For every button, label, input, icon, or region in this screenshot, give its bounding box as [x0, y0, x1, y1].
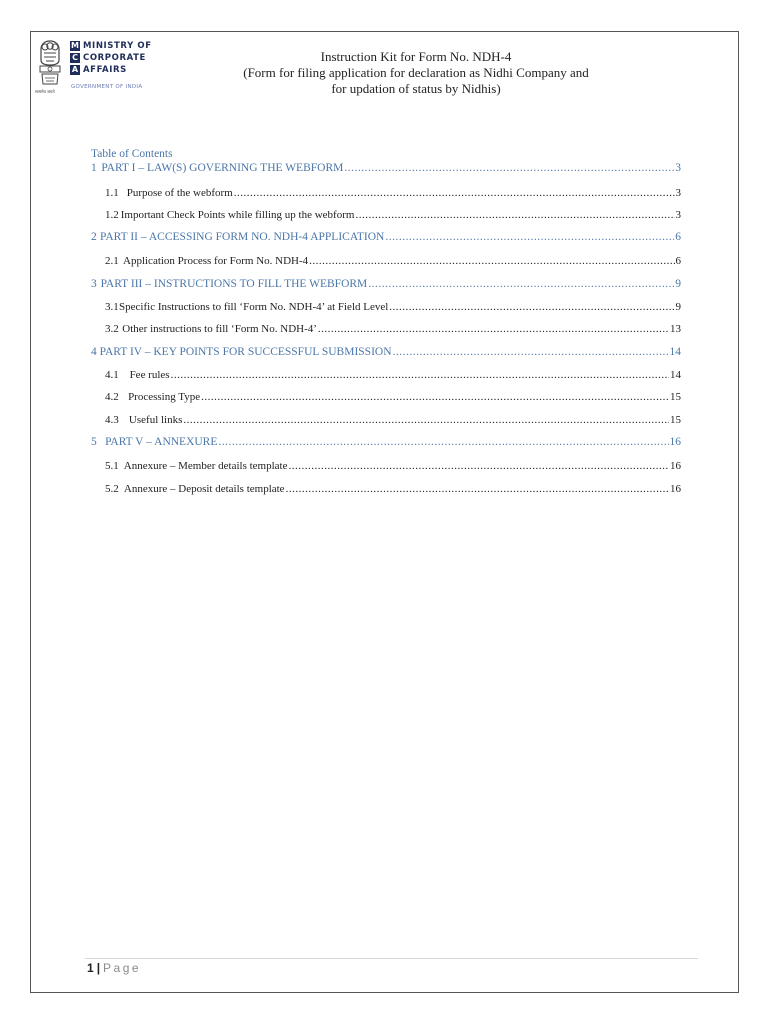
footer-page-number: 1 — [87, 961, 94, 975]
footer-separator: | — [96, 961, 101, 975]
emblem-caption: सत्यमेव जयते — [35, 89, 55, 94]
toc-heading: Table of Contents — [91, 148, 173, 160]
toc-leader — [309, 255, 674, 267]
toc-leader — [286, 483, 669, 495]
government-of-india-text: GOVERNMENT OF INDIA — [71, 84, 143, 90]
toc-entry-3-2[interactable]: 3.2 Other instructions to fill ‘Form No. NDH-4’ ..... 13 — [105, 323, 681, 335]
toc-leader — [183, 414, 669, 426]
title-line-3: for updation of status by Nidhis) — [331, 81, 501, 96]
toc-entry-part-1[interactable]: 1 PART I – LAW(S) GOVERNING THE WEBFORM ..... 3 — [91, 162, 681, 174]
toc-leader — [344, 162, 674, 174]
document-page — [30, 31, 739, 993]
toc-entry-5-2[interactable]: 5.2 Annexure – Deposit details template ..... 16 — [105, 483, 681, 495]
toc-leader — [355, 209, 674, 221]
toc-entry-4-3[interactable]: 4.3 Useful links ..... 15 — [105, 414, 681, 426]
title-line-1: Instruction Kit for Form No. NDH-4 — [320, 49, 512, 64]
document-title — [181, 49, 651, 97]
toc-entry-1-2[interactable]: 1.2 Important Check Points while filling up the webform ..... 3 — [105, 209, 681, 221]
logo-line-affairs: A AFFAIRS — [71, 64, 127, 75]
logo-line-corporate: C CORPORATE — [70, 52, 146, 63]
toc-entry-part-4[interactable]: 4 PART IV – KEY POINTS FOR SUCCESSFUL SUBMISSION ..... 14 — [91, 346, 681, 358]
page-footer — [87, 961, 141, 975]
toc-leader — [393, 346, 669, 358]
toc-entry-2-1[interactable]: 2.1 Application Process for Form No. NDH-4 ..... 6 — [105, 255, 681, 267]
toc-leader — [368, 278, 674, 290]
national-emblem-icon — [35, 38, 65, 96]
toc-entry-5-1[interactable]: 5.1 Annexure – Member details template ..... 16 — [105, 460, 681, 472]
toc-leader — [318, 323, 669, 335]
logo-line-ministry: M MINISTRY OF — [71, 40, 152, 51]
toc-entry-3-1[interactable]: 3.1 Specific Instructions to fill ‘Form No. NDH-4’ at Field Level ..... 9 — [105, 301, 681, 313]
toc-leader — [385, 231, 674, 243]
footer-page-label: Page — [103, 961, 142, 975]
toc-leader — [171, 369, 669, 381]
toc-entry-part-2[interactable]: 2 PART II – ACCESSING FORM NO. NDH-4 APPLICATION ..... 6 — [91, 231, 681, 243]
toc-leader — [218, 436, 668, 448]
toc-leader — [389, 301, 674, 313]
toc-entry-4-1[interactable]: 4.1 Fee rules ..... 14 — [105, 369, 681, 381]
toc-entry-4-2[interactable]: 4.2 Processing Type ..... 15 — [105, 391, 681, 403]
toc-leader — [288, 460, 669, 472]
toc-leader — [234, 187, 675, 199]
title-line-2: (Form for filing application for declaration as Nidhi Company and — [243, 65, 589, 80]
toc-entry-1-1[interactable]: 1.1 Purpose of the webform ..... 3 — [105, 187, 681, 199]
toc-leader — [201, 391, 669, 403]
footer-divider — [85, 958, 698, 959]
toc-entry-part-5[interactable]: 5 PART V – ANNEXURE ..... 16 — [91, 436, 681, 448]
mca-logo — [35, 38, 165, 96]
toc-entry-part-3[interactable]: 3 PART III – INSTRUCTIONS TO FILL THE WEBFORM ..... 9 — [91, 278, 681, 290]
